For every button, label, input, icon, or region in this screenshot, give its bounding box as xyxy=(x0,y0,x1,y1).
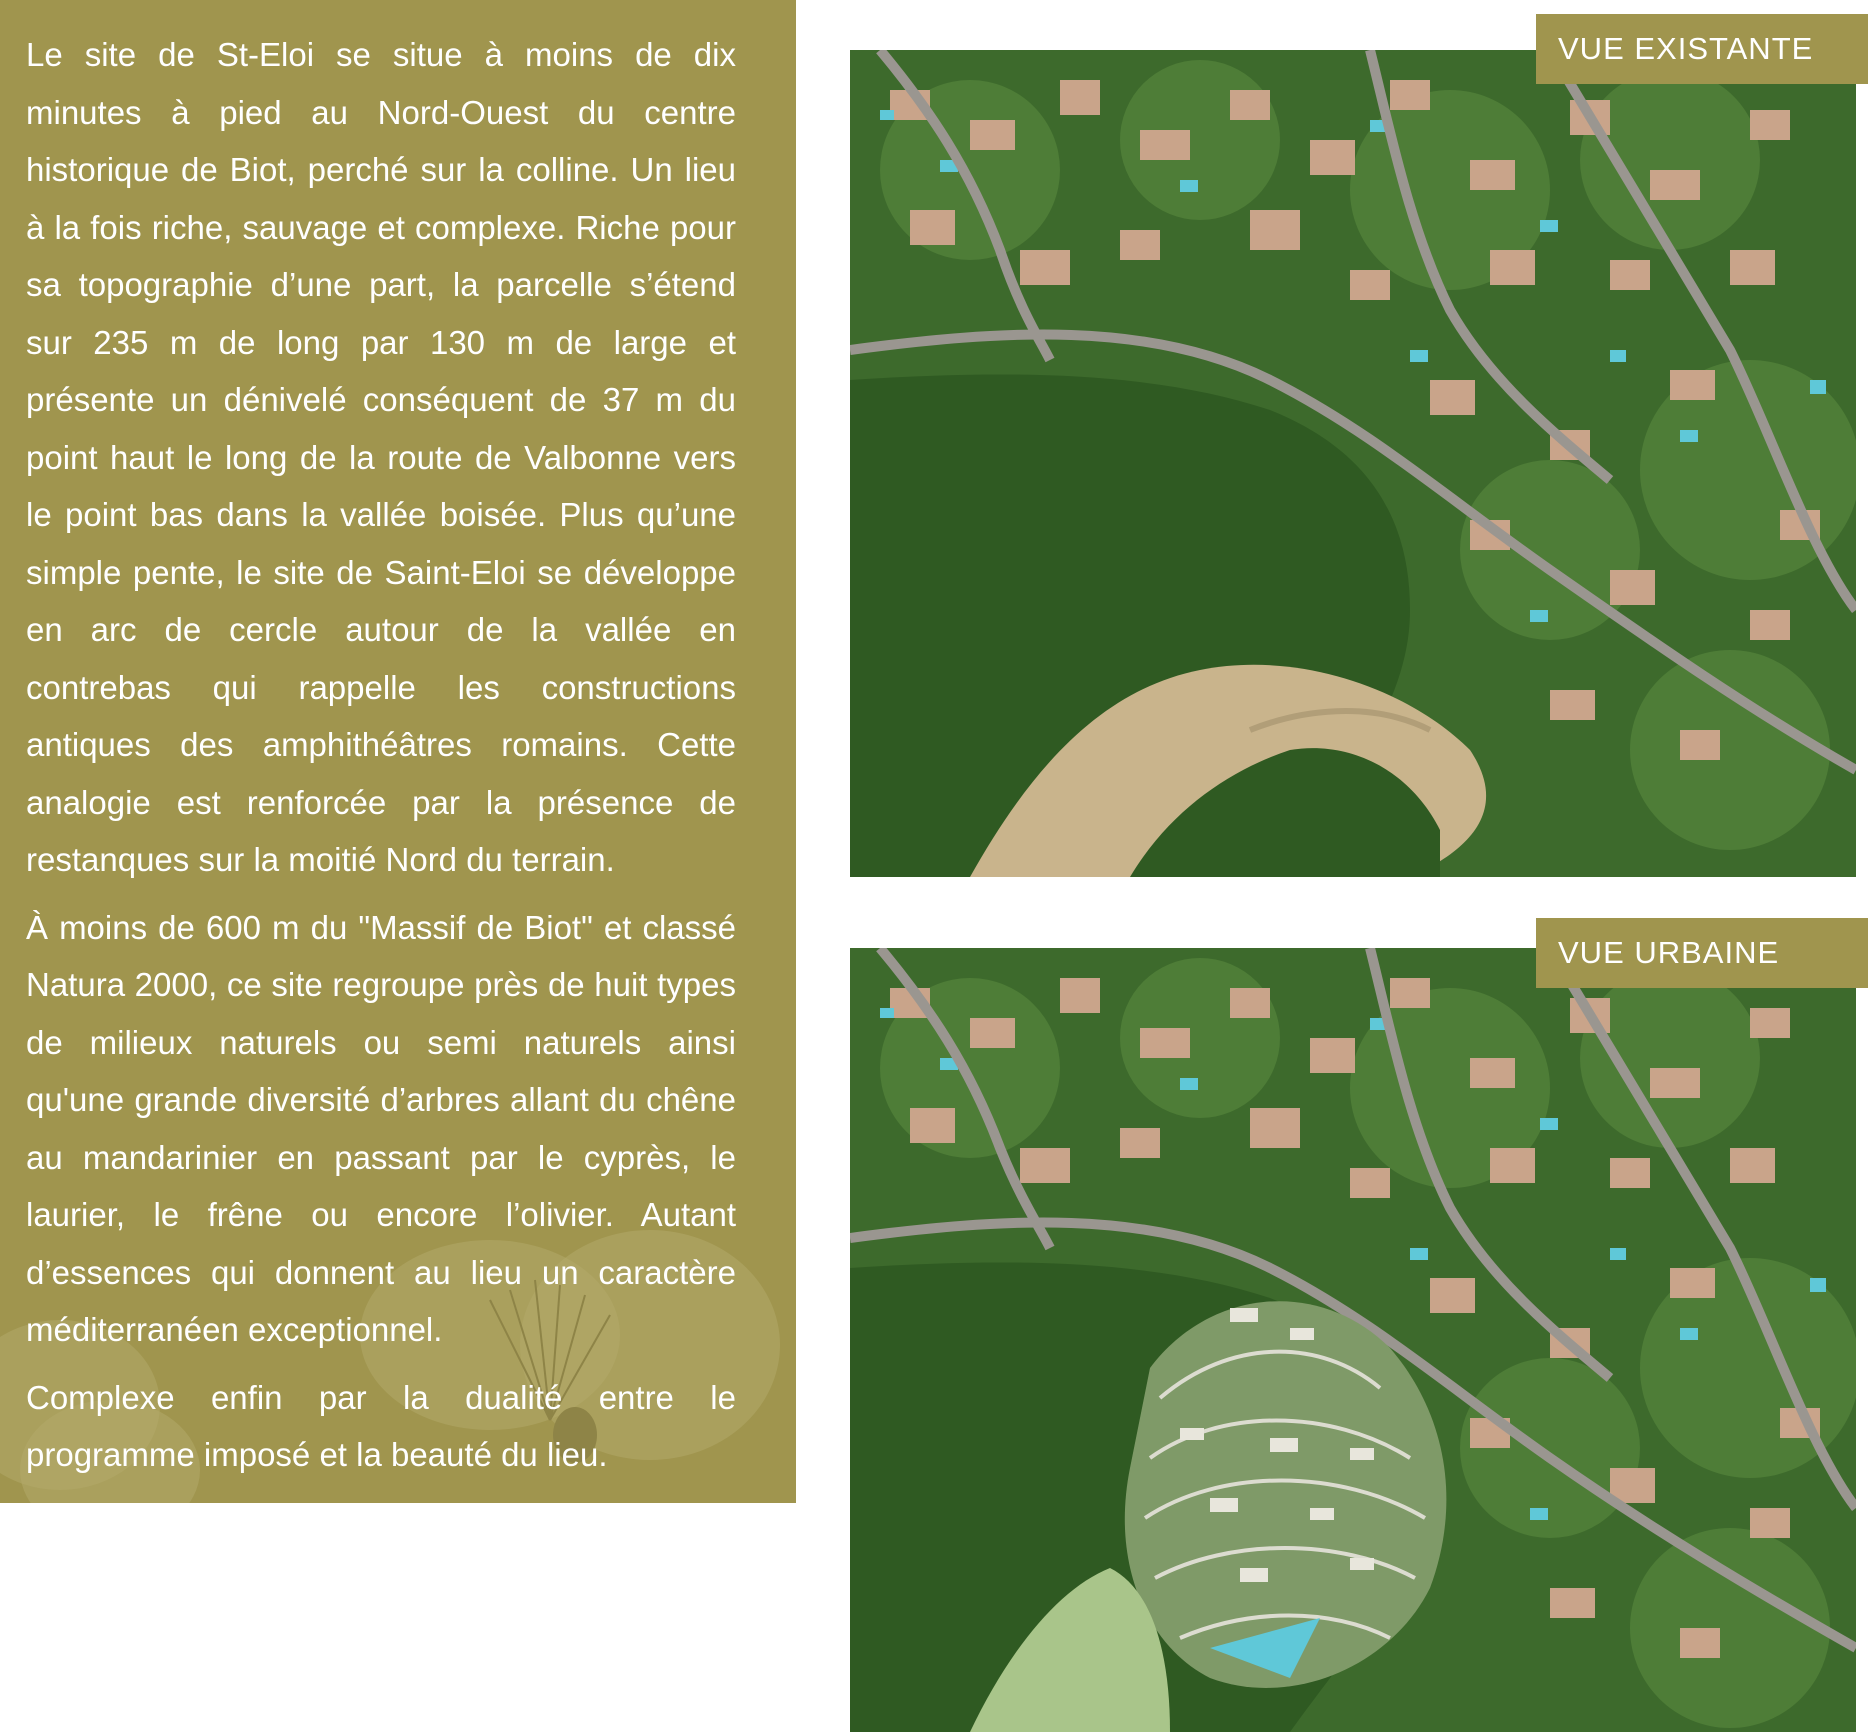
existing-view-label: VUE EXISTANTE xyxy=(1536,14,1868,84)
paragraph: À moins de 600 m du "Massif de Biot" et classé Natura 2000, ce site regroupe près de huit types de milieux naturels ou semi naturels ainsi qu'une grande diversité d’arbres allant du chêne au mandarinier en passant par le cyprès, le laurier, le frêne ou encore l’olivier. Autant d’essences qui donnent au lieu un caractère méditerranéen exceptionnel. xyxy=(26,908,736,1348)
paragraph: Complexe enfin par la dualité entre le programme imposé et la beauté du lieu. xyxy=(26,1378,736,1473)
paragraph: Le site de St-Eloi se situe à moins de dix minutes à pied au Nord-Ouest du centre historique de Biot, perché sur la colline. Un lieu à la fois riche, sauvage et complexe. Riche pour sa topographie d’une part, la parcelle s’étend sur 235 m de long par 130 m de large et présente un dénivelé conséquent de 37 m du point haut le long de la route de Valbonne vers le point bas dans la vallée boisée. Plus qu’une simple pente, le site de Saint-Eloi se développe en arc de cercle autour de la vallée en contrebas qui rappelle les constructions antiques des amphithéâtres romains. Cette analogie est renforcée par la présence de restanques sur la moitié Nord du terrain. xyxy=(26,36,736,878)
aerial-urban-image xyxy=(850,948,1856,1732)
intro-text xyxy=(26,26,736,1494)
aerial-existing-image xyxy=(850,50,1856,877)
text-panel xyxy=(0,0,796,1503)
urban-view-label: VUE URBAINE xyxy=(1536,918,1868,988)
